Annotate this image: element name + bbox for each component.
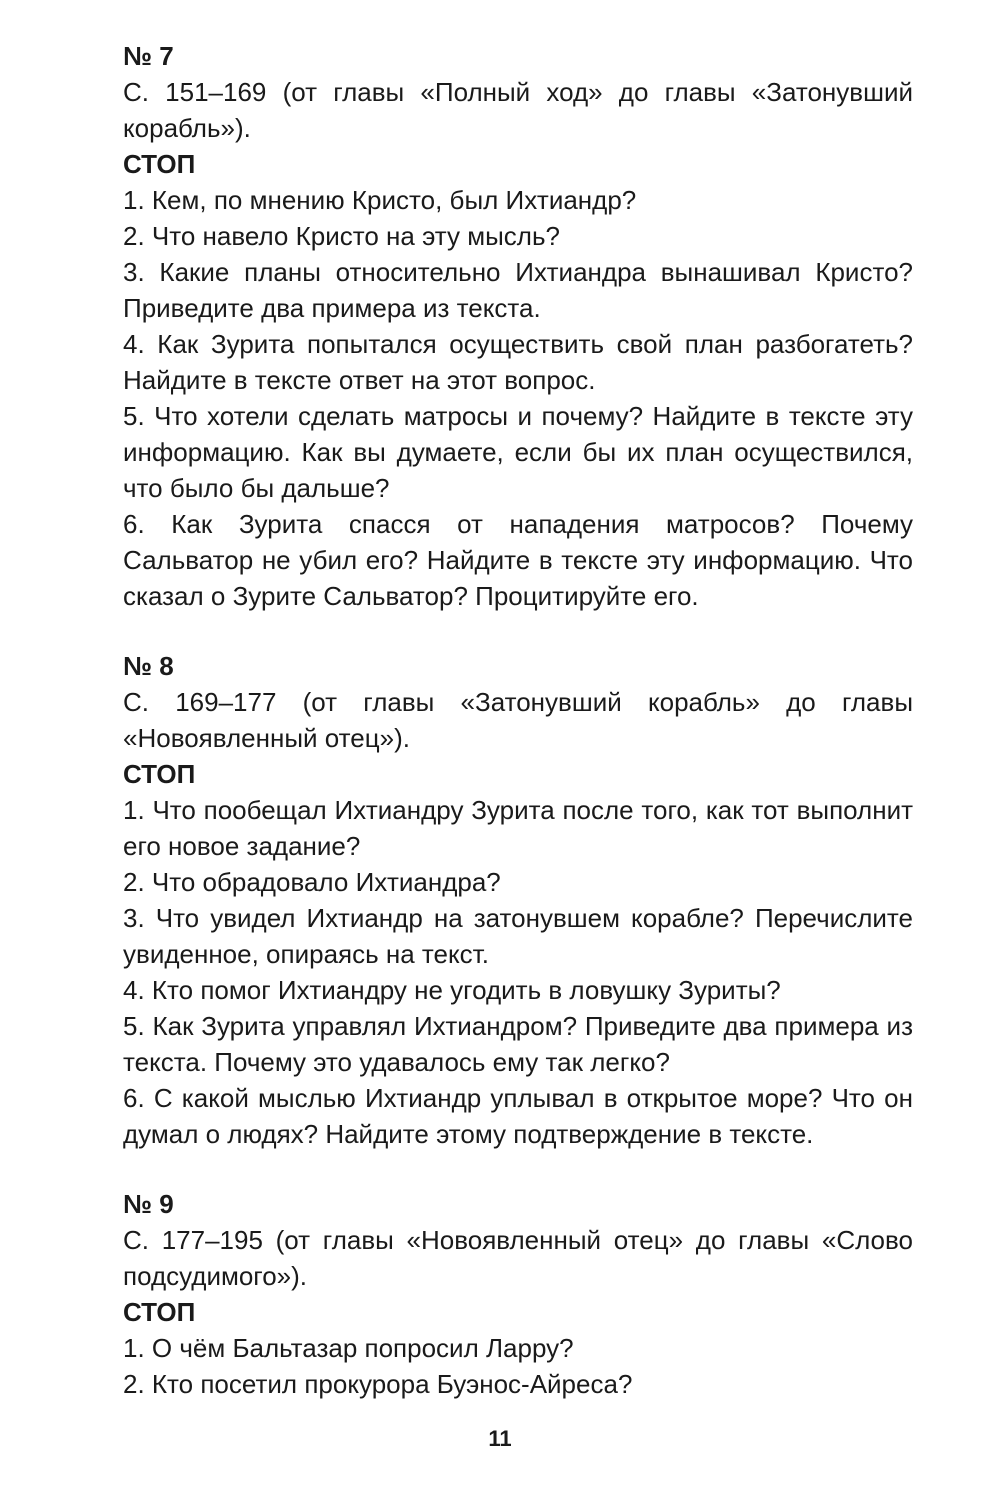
question-item: 5. Что хотели сделать матросы и почему? Найдите в тексте эту информацию. Как вы думаете, если бы их план осуществился, что было бы дальше? xyxy=(123,401,913,503)
page-range: С. 169–177 (от главы «Затонувший корабль» до главы «Новоявленный отец»). xyxy=(123,687,913,753)
question-list xyxy=(123,792,913,1152)
section-7 xyxy=(123,38,913,614)
question-item: 6. С какой мыслью Ихтиандр уплывал в открытое море? Что он думал о людях? Найдите этому подтверждение в тексте. xyxy=(123,1083,913,1149)
question-item: 1. Что пообещал Ихтиандру Зурита после того, как тот выполнит его новое задание? xyxy=(123,795,913,861)
page-range: С. 177–195 (от главы «Новоявленный отец» до главы «Слово подсудимого»). xyxy=(123,1225,913,1291)
question-item: 2. Что обрадовало Ихтиандра? xyxy=(123,867,501,897)
page-number: 11 xyxy=(488,1426,512,1451)
question-item: 6. Как Зурита спасся от нападения матросов? Почему Сальватор не убил его? Найдите в тексте эту информацию. Что сказал о Зурите Сальватор? Процитируйте его. xyxy=(123,509,913,611)
section-8 xyxy=(123,648,913,1152)
section-number: № 9 xyxy=(123,1189,174,1219)
question-item: 4. Как Зурита попытался осуществить свой план разбогатеть? Найдите в тексте ответ на этот вопрос. xyxy=(123,329,913,395)
stop-heading: СТОП xyxy=(123,149,196,179)
question-item: 4. Кто помог Ихтиандру не угодить в ловушку Зуриты? xyxy=(123,975,781,1005)
page-range: С. 151–169 (от главы «Полный ход» до главы «Затонувший корабль»). xyxy=(123,77,913,143)
section-number: № 7 xyxy=(123,41,174,71)
question-item: 1. О чём Бальтазар попросил Ларру? xyxy=(123,1333,574,1363)
question-item: 5. Как Зурита управлял Ихтиандром? Приведите два примера из текста. Почему это удавалось ему так легко? xyxy=(123,1011,913,1077)
stop-heading: СТОП xyxy=(123,1297,196,1327)
question-item: 2. Кто посетил прокурора Буэнос-Айреса? xyxy=(123,1369,633,1399)
question-item: 3. Какие планы относительно Ихтиандра вынашивал Кристо? Приведите два примера из текста. xyxy=(123,257,913,323)
section-9 xyxy=(123,1186,913,1402)
question-item: 3. Что увидел Ихтиандр на затонувшем корабле? Перечислите увиденное, опираясь на текст. xyxy=(123,903,913,969)
stop-heading: СТОП xyxy=(123,759,196,789)
section-number: № 8 xyxy=(123,651,174,681)
question-item: 2. Что навело Кристо на эту мысль? xyxy=(123,221,560,251)
page-content xyxy=(123,38,913,1402)
question-list xyxy=(123,1330,913,1402)
question-list xyxy=(123,182,913,614)
question-item: 1. Кем, по мнению Кристо, был Ихтиандр? xyxy=(123,185,637,215)
